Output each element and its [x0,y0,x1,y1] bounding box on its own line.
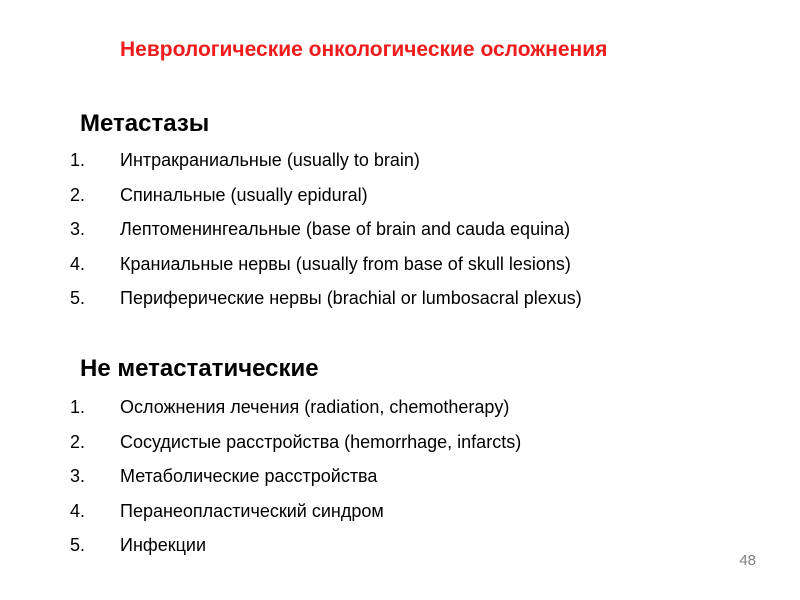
list-item [70,425,521,460]
item-number: 2. [70,184,86,205]
item-text: Метаболические расстройства [120,466,378,486]
section-heading-non-metastatic: Не метастатические [80,355,319,382]
list-item [70,281,582,316]
item-text: Сосудистые расстройства (hemorrhage, infarcts) [120,431,522,452]
list-item [70,247,582,282]
item-number: 2. [70,431,86,452]
non-metastatic-list [70,390,521,563]
item-text: Интракраниальные (usually to brain) [120,150,420,170]
item-number: 3. [70,219,86,239]
item-text: Краниальные нервы (usually from base of skull lesions) [120,253,571,274]
item-text: Периферические нервы (brachial or lumbosacral plexus) [120,288,582,308]
item-text: Лептоменингеальные (base of brain and cauda equina) [120,219,571,239]
list-item [70,212,582,247]
item-text: Инфекции [120,535,206,555]
item-number: 1. [70,397,86,417]
slide-title: Неврологические онкологические осложнения [120,38,608,61]
item-text: Перанеопластический синдром [120,500,384,521]
section-heading-metastases: Метастазы [80,110,210,137]
item-number: 5. [70,535,86,555]
item-number: 4. [70,253,86,274]
item-number: 5. [70,288,86,308]
list-item [70,459,521,494]
item-number: 1. [70,150,86,170]
item-number: 3. [70,466,86,486]
list-item [70,143,582,178]
metastases-list [70,143,582,316]
page-number: 48 [739,552,756,569]
list-item [70,390,521,425]
item-number: 4. [70,500,86,521]
list-item [70,178,582,213]
item-text: Спинальные (usually epidural) [120,184,368,205]
item-text: Осложнения лечения (radiation, chemotherapy) [120,397,510,417]
list-item [70,528,521,563]
list-item [70,494,521,529]
